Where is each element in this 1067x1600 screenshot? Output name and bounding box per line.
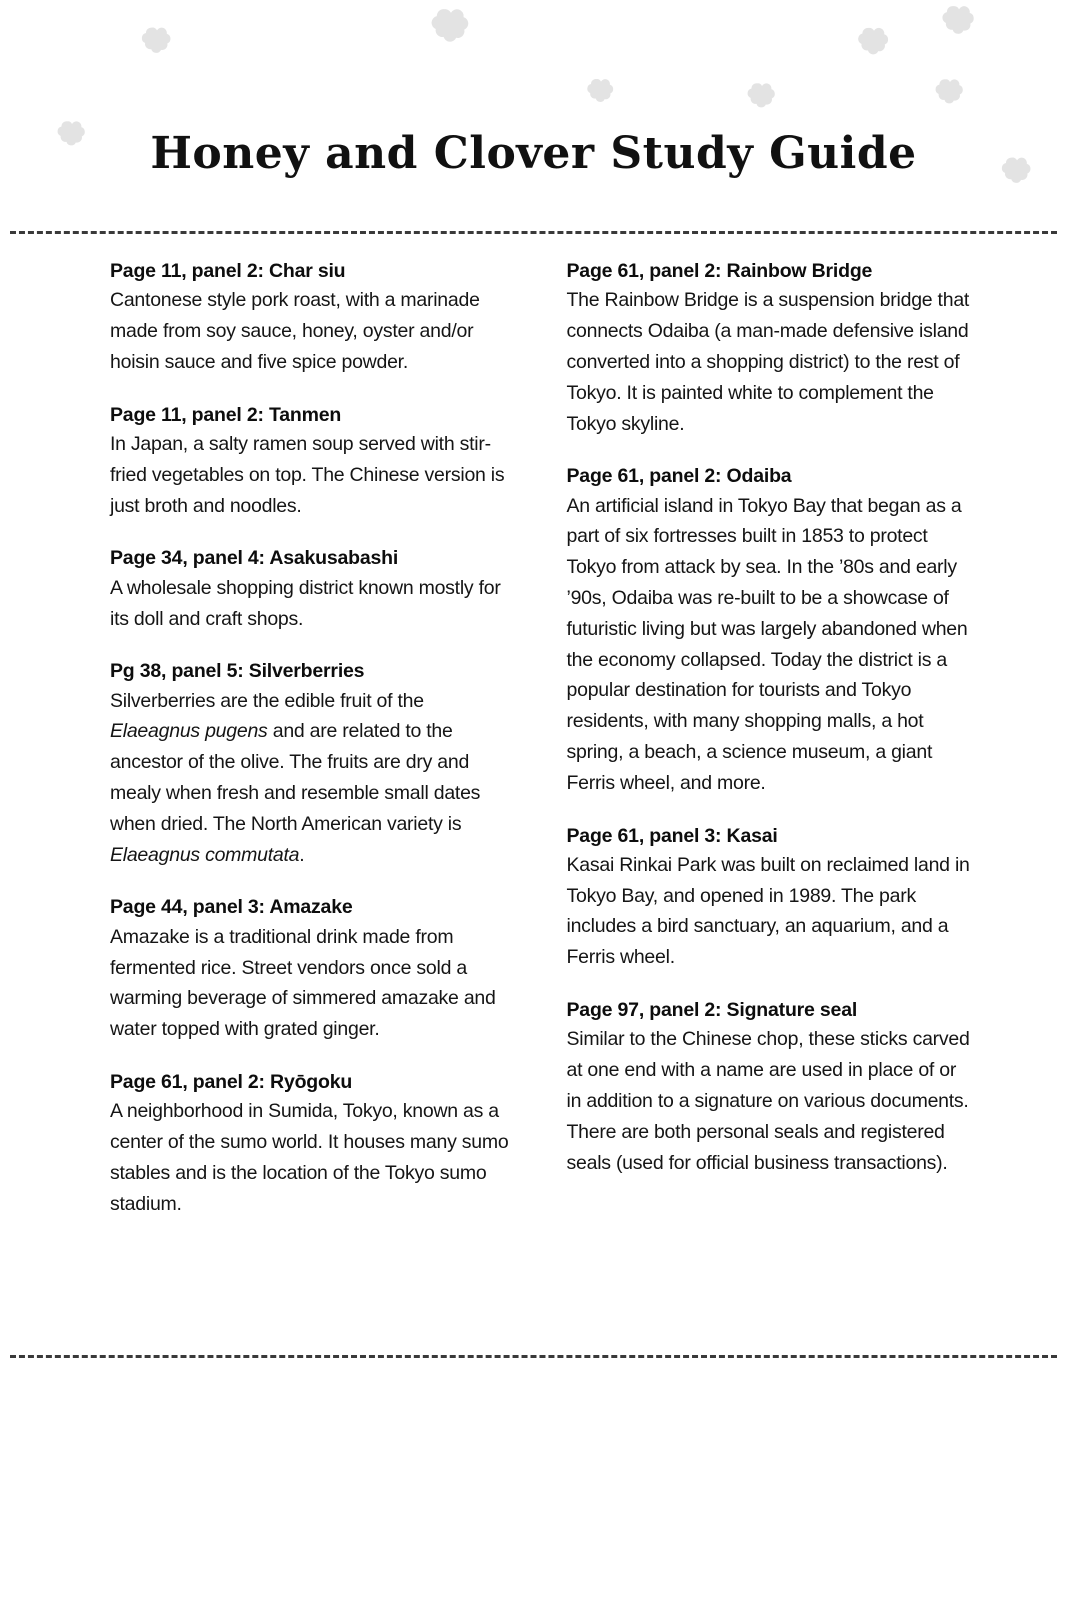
entry-body: A wholesale shopping district known mostly for its doll and craft shops. <box>110 576 501 630</box>
entry-heading: Page 11, panel 2: Tanmen <box>110 403 342 426</box>
page-title: Honey and Clover Study Guide <box>150 128 917 179</box>
divider-bottom <box>10 1355 1057 1358</box>
entry-heading: Page 11, panel 2: Char siu <box>110 260 346 282</box>
clover-icon <box>136 22 178 64</box>
clover-icon <box>852 22 896 66</box>
glossary-column-right <box>567 258 976 1219</box>
entry-body <box>110 686 519 871</box>
entry-body: A neighborhood in Sumida, Tokyo, known as a center of the sumo world. It houses many sumo stables and is the location of the Tokyo sumo stadium. <box>110 1100 509 1215</box>
entry-body-italic: Elaeagnus pugens <box>110 720 268 743</box>
entry-body-part: and are related to the ancestor of the olive. The fruits are dry and mealy when fresh and resemble small dates when dried. The North American variety is <box>110 720 481 835</box>
clover-icon <box>424 2 478 56</box>
entry-heading: Page 61, panel 2: Ryōgoku <box>110 1070 353 1093</box>
entry-heading: Page 61, panel 2: Rainbow Bridge <box>566 260 873 282</box>
glossary-entry <box>110 894 519 1045</box>
glossary-entry <box>567 823 976 974</box>
entry-body: Kasai Rinkai Park was built on reclaimed land in Tokyo Bay, and opened in 1989. The park includes a bird sanctuary, an aquarium, and a Ferris wheel. <box>566 853 970 969</box>
page-title-wrap <box>0 128 1067 179</box>
entry-body: Amazake is a traditional drink made from fermented rice. Street vendors once sold a warming beverage of simmered amazake and water topped with grated ginger. <box>110 925 496 1041</box>
glossary-entry <box>110 402 519 522</box>
clover-icon <box>742 78 782 118</box>
entry-body: Similar to the Chinese chop, these sticks carved at one end with a name are used in place of or in addition to a signature on various documents. There are both personal seals and registered seals (used for official business transactions). <box>566 1028 970 1174</box>
entry-heading: Page 44, panel 3: Amazake <box>110 896 353 919</box>
entry-body: Cantonese style pork roast, with a marinade made from soy sauce, honey, oyster and/or hoisin sauce and five spice powder. <box>110 289 480 373</box>
entry-heading: Page 34, panel 4: Asakusabashi <box>110 547 399 570</box>
entry-body: An artificial island in Tokyo Bay that began as a part of six fortresses built in 1853 to protect Tokyo from attack by sea. In the ’80s and early ’90s, Odaiba was re-built to be a showcase of futuristic living but was largely abandoned when the economy collapsed. Today the district is a popular destination for tourists and Tokyo residents, with many shopping malls, a hot spring, a beach, a science museum, a giant Ferris wheel, and more. <box>566 494 968 794</box>
glossary-entry <box>110 1069 519 1220</box>
glossary-entry <box>567 997 976 1178</box>
glossary-entry <box>110 658 519 870</box>
entry-body: The Rainbow Bridge is a suspension bridge that connects Odaiba (a man-made defensive island converted into a shopping district) to the rest of Tokyo. It is painted white to complement the Tokyo skyline. <box>566 289 970 435</box>
entry-body: In Japan, a salty ramen soup served with stir-fried vegetables on top. The Chinese version is just broth and noodles. <box>110 433 505 517</box>
entry-body-part: . <box>299 843 305 866</box>
entry-body-italic: Elaeagnus commutata <box>110 843 300 866</box>
entry-body-part: Silverberries are the edible fruit of the <box>110 689 424 712</box>
glossary-column-left <box>110 258 519 1219</box>
clover-icon <box>930 74 970 114</box>
entry-heading: Page 61, panel 3: Kasai <box>566 824 778 847</box>
glossary-entry <box>567 463 976 798</box>
glossary-entry <box>110 258 519 378</box>
entry-heading: Page 97, panel 2: Signature seal <box>566 999 858 1022</box>
entry-heading: Page 61, panel 2: Odaiba <box>566 465 792 488</box>
entry-heading: Pg 38, panel 5: Silverberries <box>110 660 365 683</box>
glossary-entry <box>567 258 976 439</box>
clover-icon <box>582 74 620 112</box>
clover-icon <box>936 0 982 46</box>
glossary-entry <box>110 545 519 634</box>
divider-top <box>10 231 1057 234</box>
glossary-columns <box>110 258 975 1219</box>
